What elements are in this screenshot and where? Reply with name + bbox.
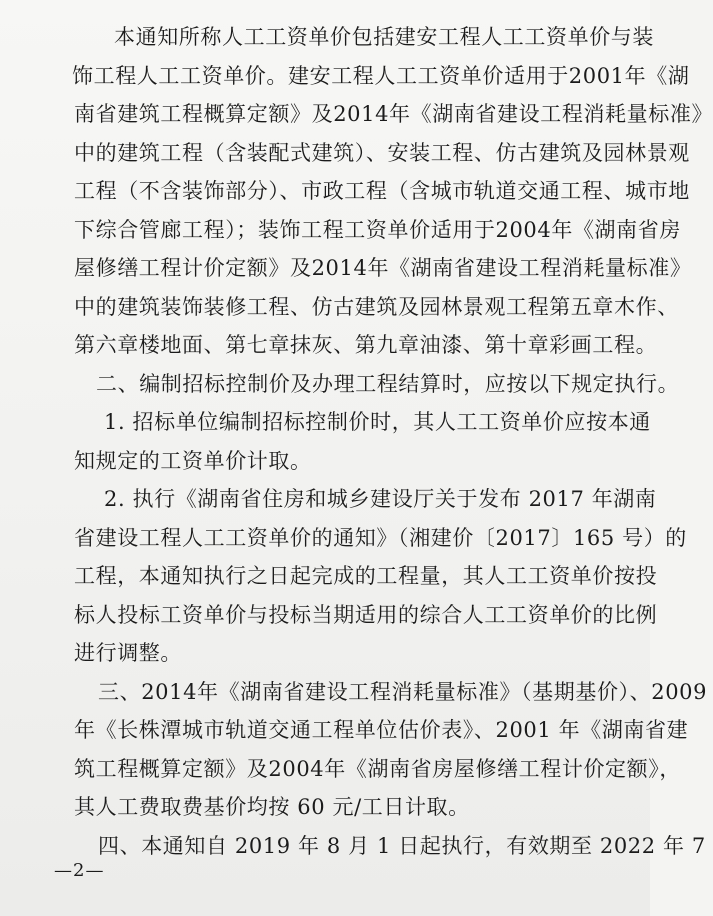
text-line-17: 进行调整。 xyxy=(74,641,182,665)
text-line-3: 南省建筑工程概算定额》及2014年《湖南省建设工程消耗量标准》 xyxy=(74,102,713,126)
text-line-10: 二、编制招标控制价及办理工程结算时，应按以下规定执行。 xyxy=(96,371,680,396)
text-line-4: 中的建筑工程（含装配式建筑）、安装工程、仿古建筑及园林景观 xyxy=(74,140,690,165)
body-text xyxy=(72,18,713,865)
text-line-6: 下综合管廊工程）；装饰工程工资单价适用于2004年《湖南省房 xyxy=(74,217,681,242)
text-line-16: 标人投标工资单价与投标当期适用的综合人工工资单价的比例 xyxy=(74,602,658,627)
text-line-14: 省建设工程人工工资单价的通知》（湘建价〔2017〕165 号）的 xyxy=(74,525,687,550)
text-line-8: 中的建筑装饰装修工程、仿古建筑及园林景观工程第五章木作、 xyxy=(74,294,679,319)
text-line-13: 2. 执行《湖南省住房和城乡建设厅关于发布 2017 年湖南 xyxy=(104,487,657,511)
text-line-2: 饰工程人工工资单价。建安工程人工工资单价适用于2001年《湖 xyxy=(72,63,690,88)
text-line-20: 筑工程概算定额》及2004年《湖南省房屋修缮工程计价定额》， xyxy=(74,756,681,781)
text-line-1: 本通知所称人工工资单价包括建安工程人工工资单价与装 xyxy=(114,25,654,49)
text-line-7: 屋修缮工程计价定额》及2014年《湖南省建设工程消耗量标准》 xyxy=(74,256,692,280)
page-number: —2— xyxy=(54,860,105,881)
text-line-15: 工程，本通知执行之日起完成的工程量，其人工工资单价按投 xyxy=(74,564,658,588)
text-line-11: 1. 招标单位编制招标控制价时，其人工工资单价应按本通 xyxy=(104,410,651,434)
text-line-19: 年《长株潭城市轨道交通工程单位估价表》、2001 年《湖南省建 xyxy=(74,718,689,742)
text-line-12: 知规定的工资单价计取。 xyxy=(74,448,312,473)
text-line-21: 其人工费取费基价均按 60 元/工日计取。 xyxy=(74,795,470,819)
text-line-18: 三、2014年《湖南省建设工程消耗量标准》（基期基价）、2009 xyxy=(98,679,708,704)
text-line-22: 四、本通知自 2019 年 8 月 1 日起执行，有效期至 2022 年 7 xyxy=(98,833,706,858)
text-line-5: 工程（不含装饰部分）、市政工程（含城市轨道交通工程、城市地 xyxy=(74,179,690,203)
text-line-9: 第六章楼地面、第七章抹灰、第九章油漆、第十章彩画工程。 xyxy=(74,333,658,357)
